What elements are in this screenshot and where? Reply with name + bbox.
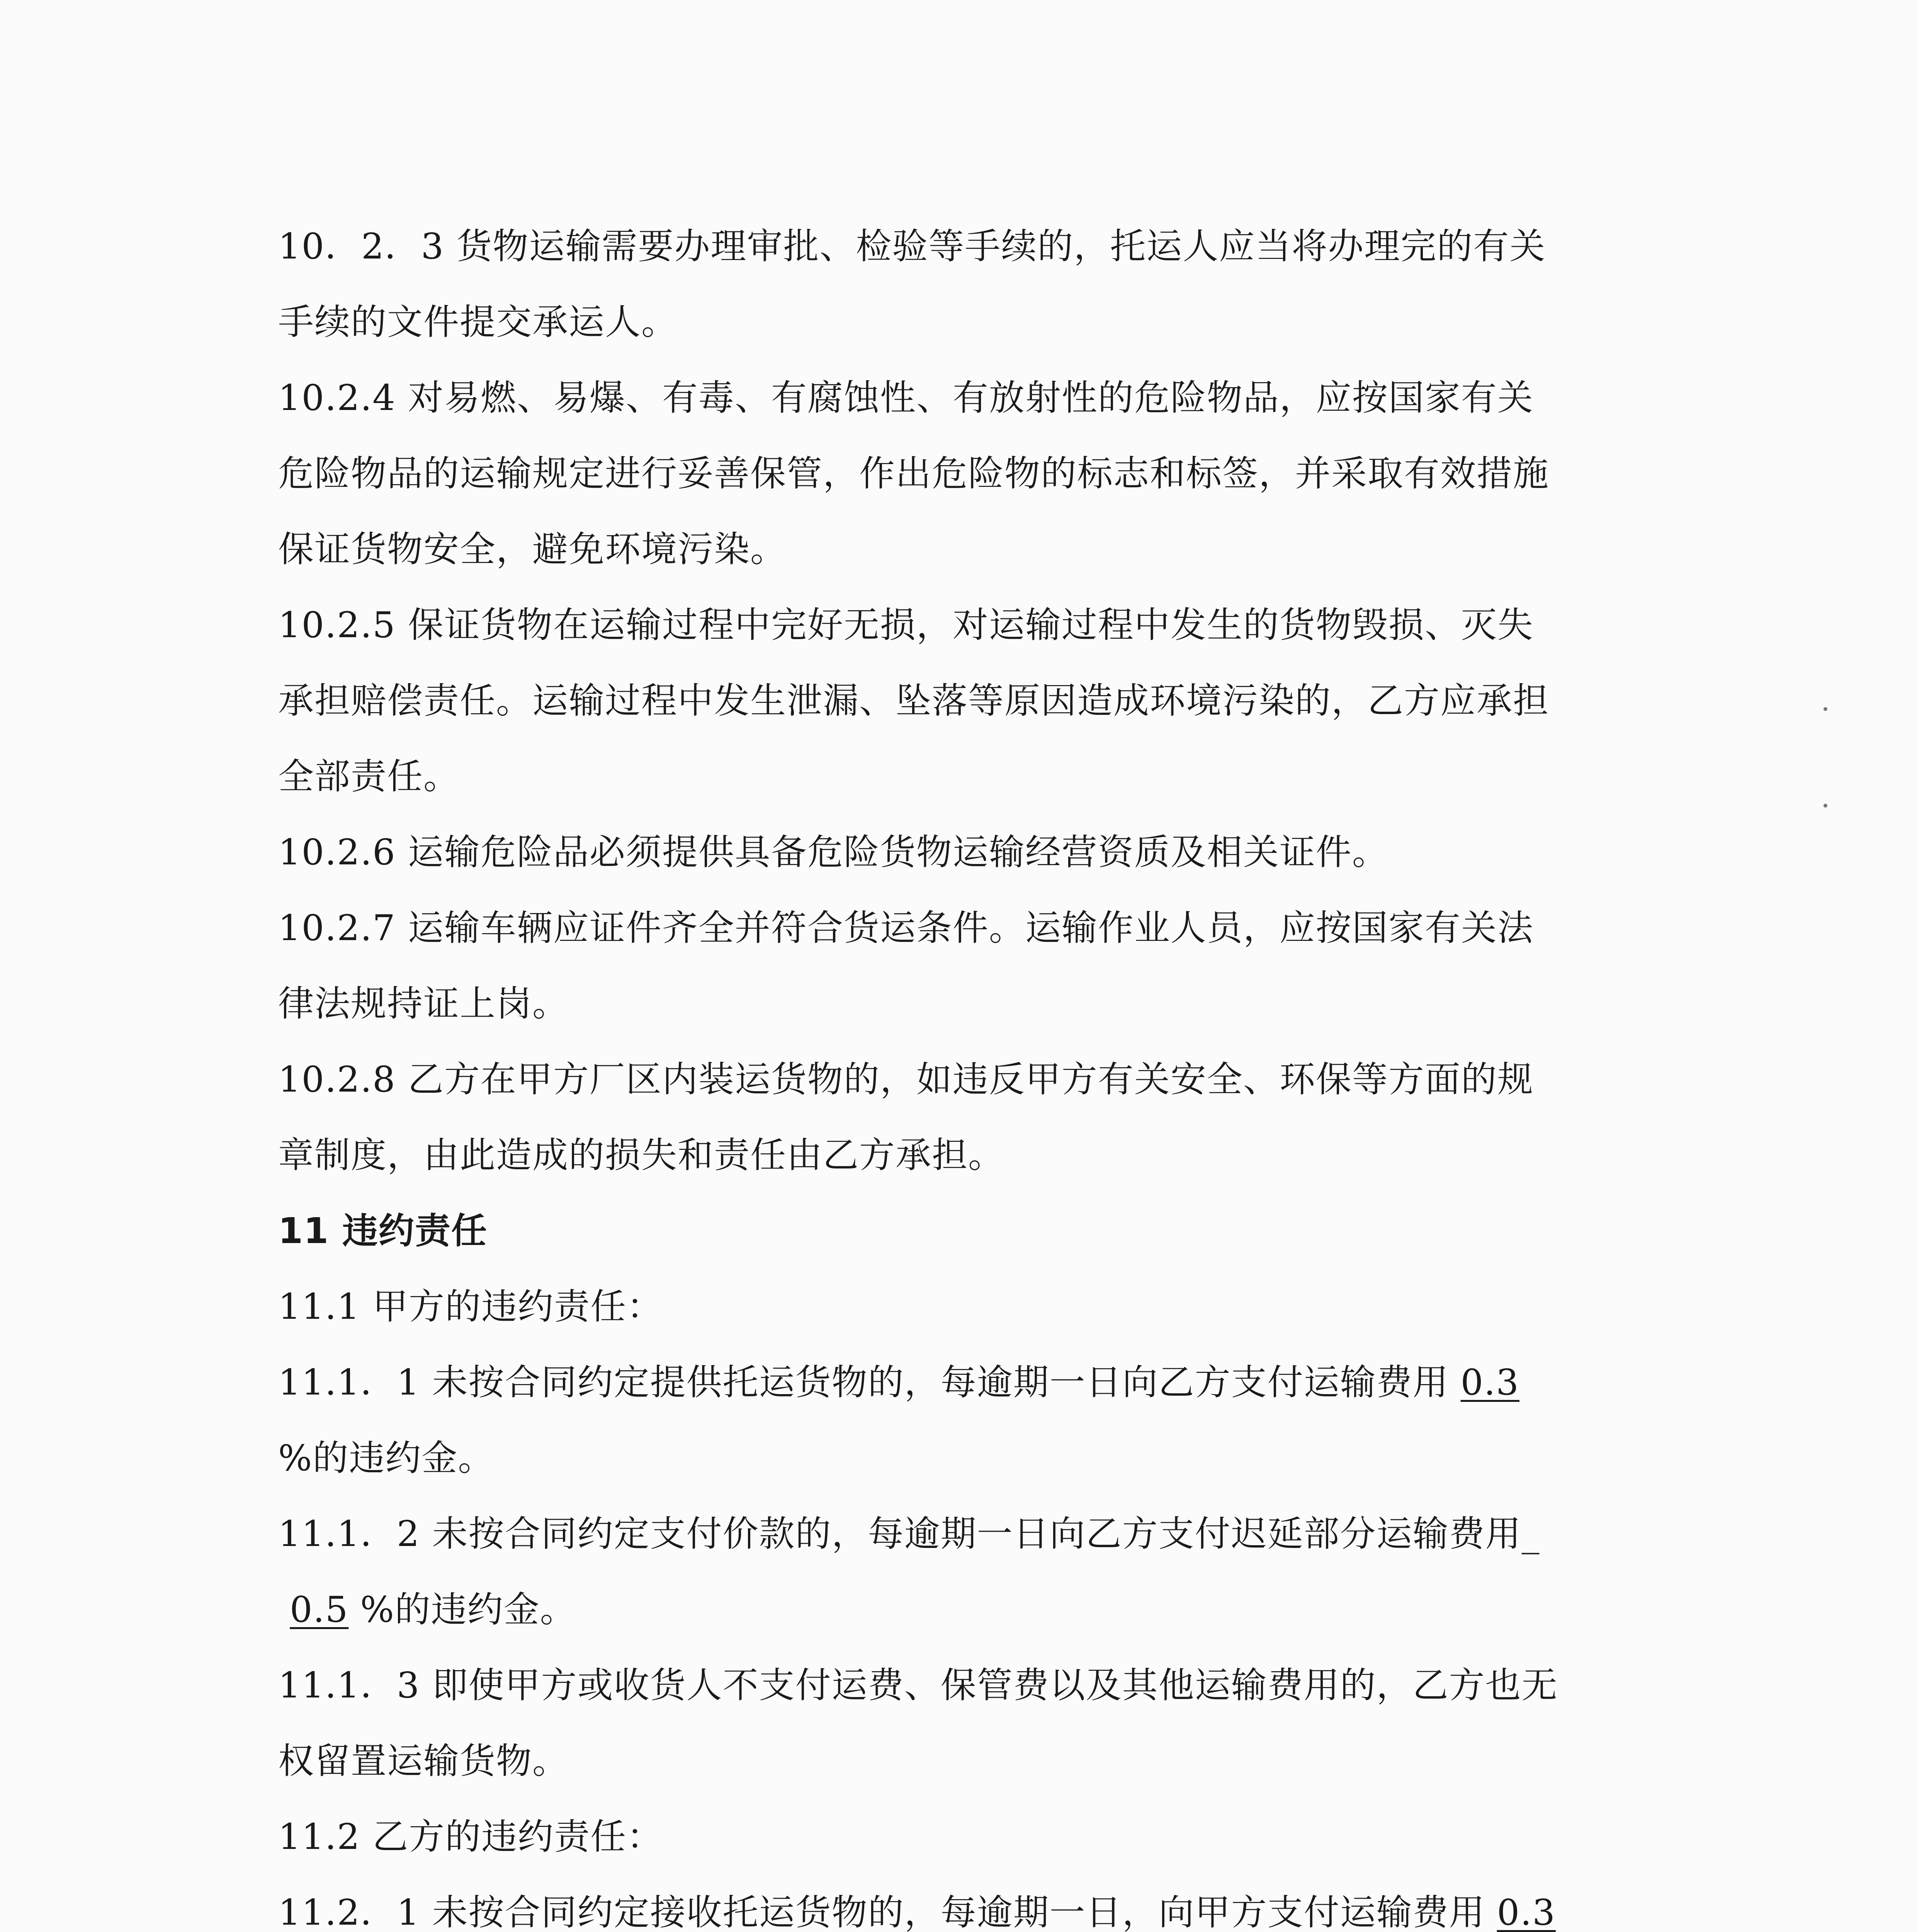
clause-10-2-6: 10.2.6 运输危险品必须提供具备危险货物运输经营资质及相关证件。	[278, 832, 1388, 873]
clause-11-1-2-text: %的违约金。	[360, 1589, 576, 1630]
clause-10-2-4-line-3: 保证货物安全，避免环境污染。	[278, 529, 787, 570]
clause-10-2-7-line-1: 10.2.7 运输车辆应证件齐全并符合货运条件。运输作业人员，应按国家有关法	[278, 907, 1534, 949]
clause-11-1-3-line-1: 11.1．3 即使甲方或收货人不支付运费、保管费以及其他运输费用的，乙方也无	[278, 1665, 1558, 1706]
clause-11-2-1-line-1	[278, 1875, 1630, 1932]
clause-11-1-2-line-2	[278, 1572, 1630, 1648]
clause-10-2-8-line-1: 10.2.8 乙方在甲方厂区内装运货物的，如违反甲方有关安全、环保等方面的规	[278, 1059, 1534, 1100]
clause-11-1-1-line-1	[278, 1345, 1630, 1420]
clause-10-2-5-line-1: 10.2.5 保证货物在运输过程中完好无损，对运输过程中发生的货物毁损、灭失	[278, 604, 1534, 646]
clause-10-2-8-line-2: 章制度，由此造成的损失和责任由乙方承担。	[278, 1134, 1005, 1176]
clause-11-1-2-rate: 0.5	[290, 1589, 349, 1630]
contract-text-body	[278, 209, 1630, 1932]
clause-11-1-title: 11.1 甲方的违约责任：	[278, 1286, 663, 1327]
binding-hole-mark	[1824, 707, 1827, 711]
clause-10-2-7-line-2: 律法规持证上岗。	[278, 983, 569, 1024]
clause-11-2-1-text: 11.2．1 未按合同约定接收托运货物的，每逾期一日，向甲方支付运输费用	[278, 1892, 1485, 1932]
clause-11-2-title: 11.2 乙方的违约责任：	[278, 1816, 663, 1857]
clause-11-1-1-line-2: %的违约金。	[278, 1437, 495, 1479]
clause-11-2-1-rate: 0.3	[1497, 1892, 1556, 1932]
clause-11-1-3-line-2: 权留置运输货物。	[278, 1740, 569, 1782]
clause-10-2-4-line-1: 10.2.4 对易燃、易爆、有毒、有腐蚀性、有放射性的危险物品，应按国家有关	[278, 377, 1534, 418]
section-11-heading: 11 违约责任	[278, 1210, 488, 1252]
clause-11-1-1-rate: 0.3	[1460, 1362, 1519, 1403]
clause-10-2-5-line-3: 全部责任。	[278, 756, 460, 797]
clause-10-2-5-line-2: 承担赔偿责任。运输过程中发生泄漏、坠落等原因造成环境污染的，乙方应承担	[278, 680, 1550, 721]
clause-10-2-4-line-2: 危险物品的运输规定进行妥善保管，作出危险物的标志和标签，并采取有效措施	[278, 453, 1550, 494]
binding-hole-mark	[1824, 804, 1827, 808]
clause-11-1-1-text: 11.1．1 未按合同约定提供托运货物的，每逾期一日向乙方支付运输费用	[278, 1362, 1449, 1403]
clause-10-2-3-line-2: 手续的文件提交承运人。	[278, 301, 678, 343]
clause-11-1-2-line-1: 11.1．2 未按合同约定支付价款的，每逾期一日向乙方支付迟延部分运输费用_	[278, 1513, 1540, 1554]
clause-10-2-3-line-1: 10．2．3 货物运输需要办理审批、检验等手续的，托运人应当将办理完的有关	[278, 226, 1546, 267]
